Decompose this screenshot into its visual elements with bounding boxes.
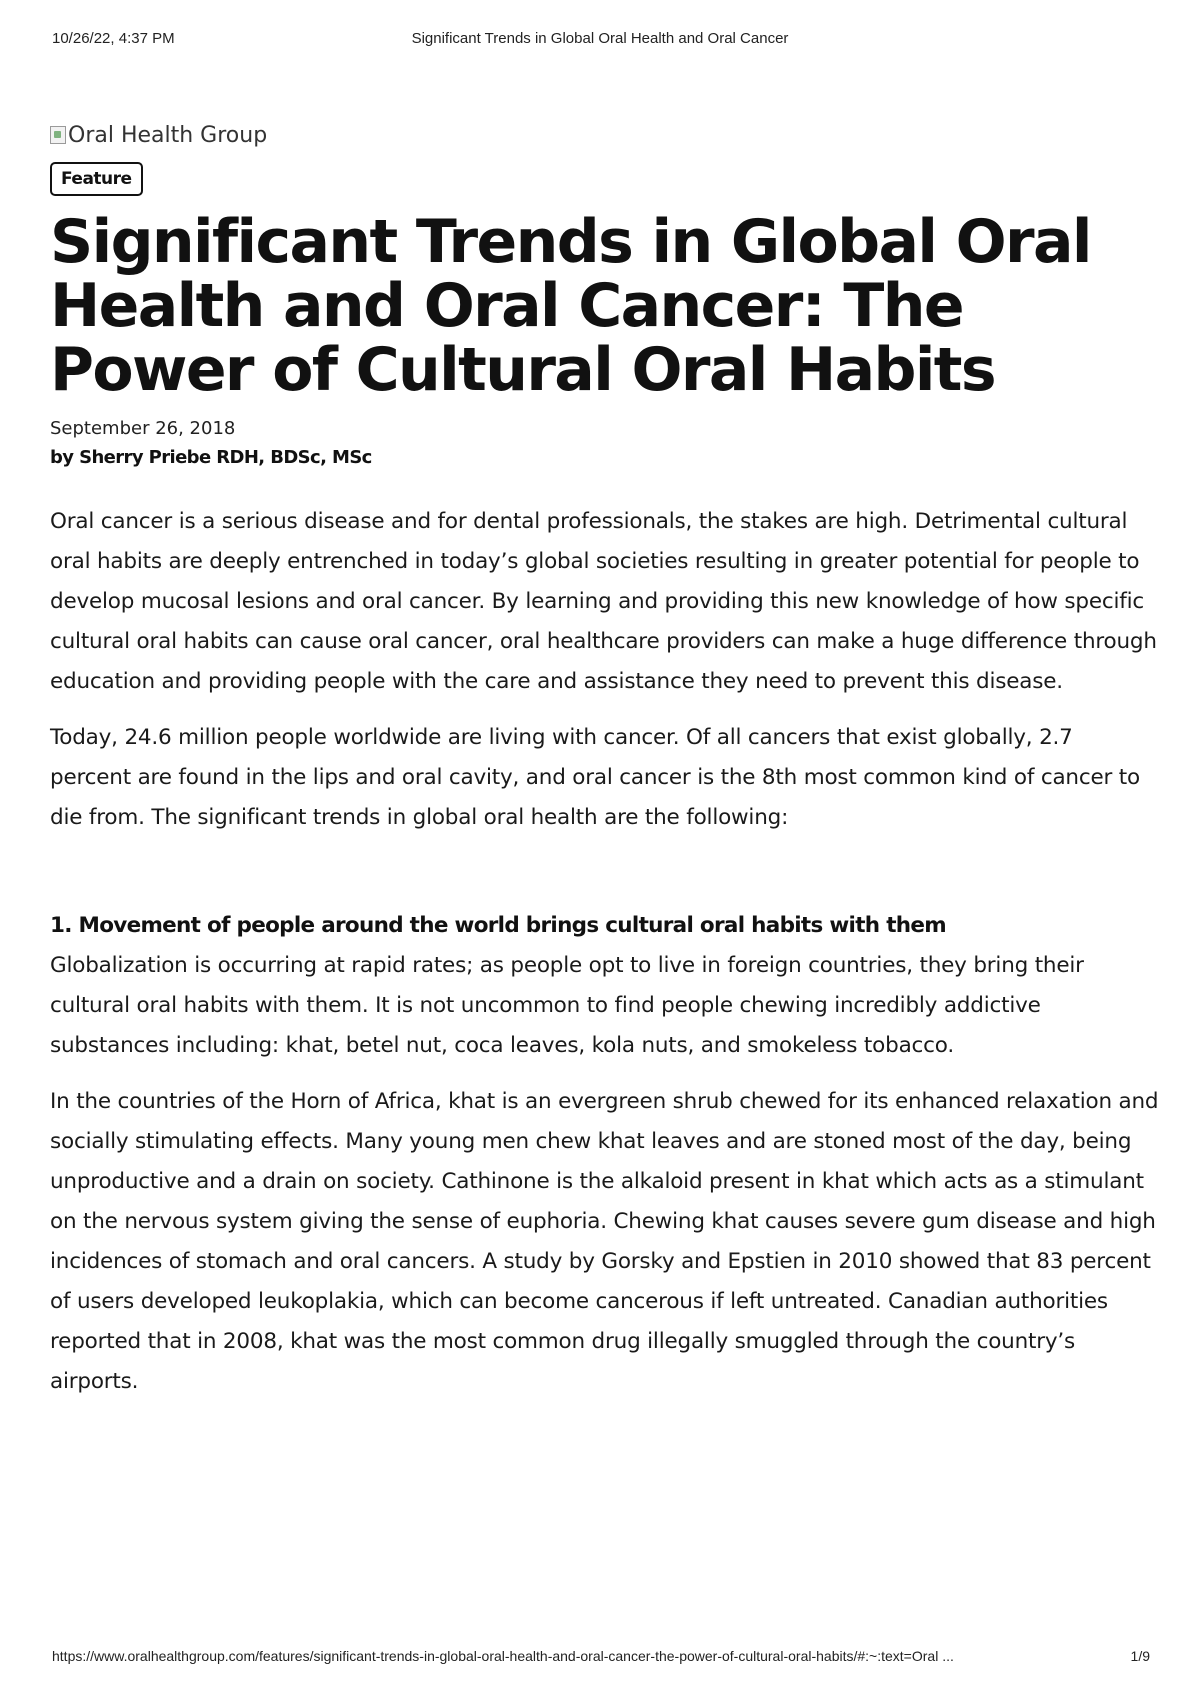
article-title: Significant Trends in Global Oral Health and Oral Cancer: The Power of Cultural Oral Habits: [50, 207, 1091, 405]
stats-paragraph: Today, 24.6 million people worldwide are living with cancer. Of all cancers that exist globally, 2.7 percent are found in the lips and oral cavity, and oral cancer is the 8th most common kind of cancer to die from. The significant trends in global oral health are the following:: [50, 725, 1140, 830]
publish-date: September 26, 2018: [50, 418, 236, 439]
page-number: 1/9: [1130, 1648, 1150, 1664]
logo-alt-text: Oral Health Group: [68, 122, 268, 148]
article-body: [50, 502, 1160, 1402]
section-paragraph: Globalization is occurring at rapid rates; as people opt to live in foreign countries, they bring their cultural oral habits with them. It is not uncommon to find people chewing incredibly addictive substances including: khat, betel nut, coca leaves, kola nuts, and smokeless tobacco.: [50, 953, 1084, 1058]
author-byline[interactable]: by Sherry Priebe RDH, BDSc, MSc: [50, 447, 372, 468]
article-content: [50, 118, 1160, 1402]
print-timestamp: 10/26/22, 4:37 PM: [52, 30, 175, 47]
section-heading: 1. Movement of people around the world brings cultural oral habits with them: [50, 913, 946, 938]
intro-paragraph: Oral cancer is a serious disease and for dental professionals, the stakes are high. Detrimental cultural oral habits are deeply entrenched in today’s global societies resulting in greater potential for people to develop mucosal lesions and oral cancer. By learning and providing this new knowledge of how specific cultural oral habits can cause oral cancer, oral healthcare providers can make a huge difference through education and providing people with the care and assistance they need to prevent this disease.: [50, 509, 1157, 694]
print-footer: [0, 1648, 1200, 1670]
category-badge[interactable]: Feature: [50, 162, 143, 196]
section-paragraph: In the countries of the Horn of Africa, khat is an evergreen shrub chewed for its enhanced relaxation and socially stimulating effects. Many young men chew khat leaves and are stoned most of the day, being unproductive and a drain on society. Cathinone is the alkaloid present in khat which acts as a stimulant on the nervous system giving the sense of euphoria. Chewing khat causes severe gum disease and high incidences of stomach and oral cancers. A study by Gorsky and Epstien in 2010 showed that 83 percent of users developed leukoplakia, which can become cancerous if left untreated. Canadian authorities reported that in 2008, khat was the most common drug illegally smuggled through the country’s airports.: [50, 1089, 1159, 1394]
broken-image-icon: [50, 126, 66, 144]
site-logo[interactable]: [50, 118, 1160, 152]
print-document-title: Significant Trends in Global Oral Health and Oral Cancer: [411, 30, 789, 47]
print-header: [0, 30, 1200, 52]
page-url: https://www.oralhealthgroup.com/features/significant-trends-in-global-oral-health-and-oral-cancer-the-power-of-cultural-oral-habits/#:~:text=Oral ...: [52, 1648, 954, 1664]
